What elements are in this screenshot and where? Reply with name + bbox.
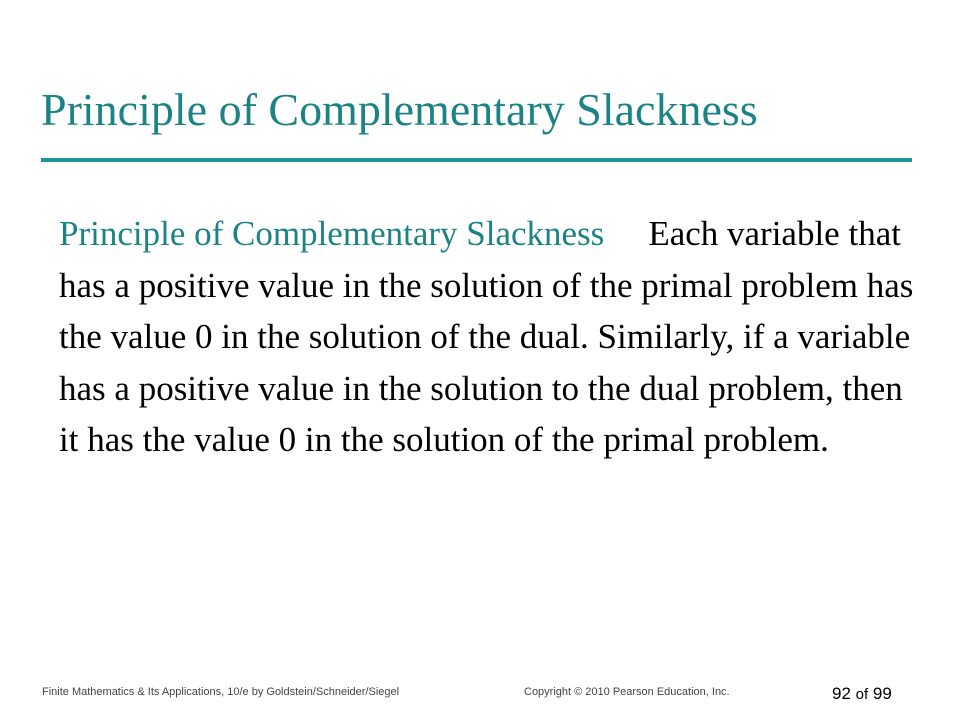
footer-copyright: Copyright © 2010 Pearson Education, Inc.	[524, 686, 730, 698]
definition-paragraph	[59, 208, 919, 466]
page-separator: of	[855, 686, 869, 703]
page-number: 92	[832, 684, 851, 703]
slide-title: Principle of Complementary Slackness	[41, 84, 758, 135]
definition-text: Each variable that has a positive value in the solution of the primal problem has the value 0 in the solution of the dual. Similarly, if a variable has a positive value in the solution to the dual problem, then it has the value 0 in the solution of the primal problem.	[59, 214, 914, 459]
page-indicator	[832, 684, 892, 705]
footer-book-credit: Finite Mathematics & Its Applications, 10/e by Goldstein/Schneider/Siegel	[42, 686, 400, 698]
title-divider	[41, 158, 912, 162]
definition-term: Principle of Complementary Slackness	[59, 214, 605, 253]
page-total: 99	[872, 684, 892, 703]
